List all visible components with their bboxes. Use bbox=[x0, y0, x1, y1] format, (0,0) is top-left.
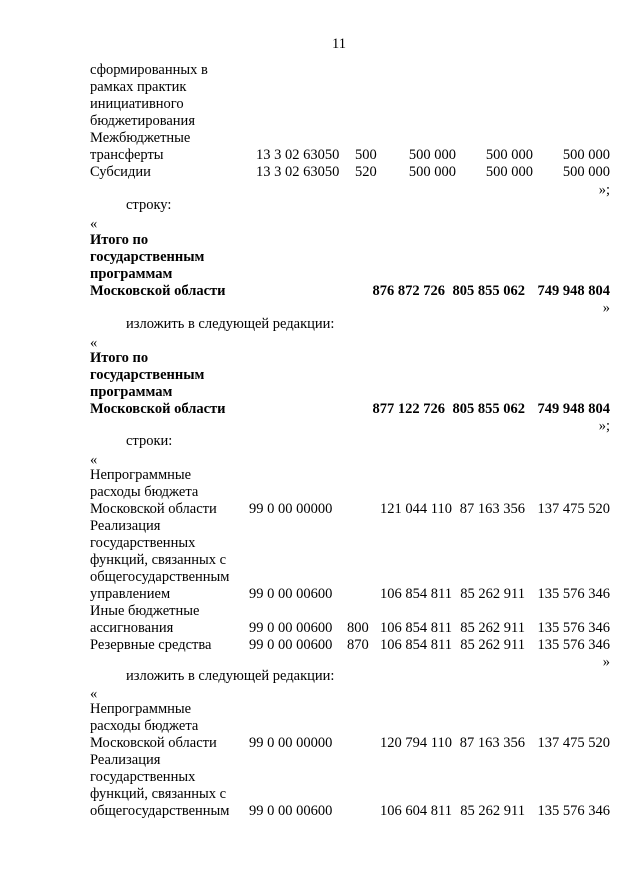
opening-quote: « bbox=[90, 216, 98, 232]
row-label-line: сформированных в bbox=[90, 62, 208, 78]
row-code: 99 0 00 00600 bbox=[249, 803, 333, 819]
row-value-2: 87 163 356 bbox=[459, 501, 525, 517]
row-value-2: 500 000 bbox=[485, 164, 533, 180]
row-code: 13 3 02 63050 bbox=[256, 147, 340, 163]
row-value-2: 85 262 911 bbox=[460, 803, 525, 819]
row-label-line: функций, связанных с bbox=[90, 786, 227, 802]
row-vr: 870 bbox=[347, 637, 369, 653]
row-code: 99 0 00 00000 bbox=[249, 501, 333, 517]
page-number: 11 bbox=[332, 36, 346, 52]
row-label-line: управлением bbox=[90, 586, 171, 602]
instruction-text: строки: bbox=[126, 433, 173, 449]
row-value-3: 137 475 520 bbox=[537, 735, 610, 751]
total-label-line: государственным bbox=[90, 249, 205, 265]
row-code: 99 0 00 00600 bbox=[249, 637, 333, 653]
closing-quote: » bbox=[602, 654, 610, 670]
row-code: 13 3 02 63050 bbox=[256, 164, 340, 180]
total-label-line: Московской области bbox=[90, 401, 226, 417]
row-label-line: бюджетирования bbox=[90, 113, 195, 129]
row-code: 99 0 00 00600 bbox=[249, 586, 333, 602]
row-label-line: Резервные средства bbox=[90, 637, 212, 653]
row-value-1: 121 044 110 bbox=[380, 501, 452, 517]
row-value-2: 85 262 911 bbox=[460, 586, 525, 602]
total-value-2: 805 855 062 bbox=[452, 401, 525, 417]
instruction-text: изложить в следующей редакции: bbox=[126, 668, 335, 684]
row-value-3: 500 000 bbox=[562, 164, 610, 180]
row-value-3: 135 576 346 bbox=[537, 637, 610, 653]
row-label-line: расходы бюджета bbox=[90, 718, 199, 734]
row-label-line: Московской области bbox=[90, 735, 217, 751]
row-value-2: 85 262 911 bbox=[460, 637, 525, 653]
opening-quote: « bbox=[90, 686, 98, 702]
total-value-3: 749 948 804 bbox=[537, 401, 610, 417]
row-value-1: 106 604 811 bbox=[380, 803, 452, 819]
row-label-line: общегосударственным bbox=[90, 569, 230, 585]
total-label-line: программам bbox=[90, 266, 173, 282]
row-vr: 520 bbox=[355, 164, 377, 180]
row-label-line: государственных bbox=[90, 769, 196, 785]
row-label-line: ассигнования bbox=[90, 620, 174, 636]
closing-quote: »; bbox=[598, 418, 610, 434]
row-code: 99 0 00 00600 bbox=[249, 620, 333, 636]
instruction-text: изложить в следующей редакции: bbox=[126, 316, 335, 332]
total-value-2: 805 855 062 bbox=[452, 283, 525, 299]
total-label-line: Итого по bbox=[90, 232, 149, 248]
total-label-line: Московской области bbox=[90, 283, 226, 299]
row-label-line: функций, связанных с bbox=[90, 552, 227, 568]
total-value-3: 749 948 804 bbox=[537, 283, 610, 299]
row-value-1: 106 854 811 bbox=[380, 637, 452, 653]
row-label-line: Непрограммные bbox=[90, 467, 192, 483]
row-label-line: трансферты bbox=[90, 147, 164, 163]
opening-quote: « bbox=[90, 452, 98, 468]
row-label-line: Иные бюджетные bbox=[90, 603, 200, 619]
row-value-3: 137 475 520 bbox=[537, 501, 610, 517]
total-value-1: 877 122 726 bbox=[372, 401, 445, 417]
row-label-line: Реализация bbox=[90, 752, 161, 768]
total-value-1: 876 872 726 bbox=[372, 283, 445, 299]
row-value-2: 85 262 911 bbox=[460, 620, 525, 636]
row-label-line: Реализация bbox=[90, 518, 161, 534]
row-value-3: 135 576 346 bbox=[537, 586, 610, 602]
row-value-3: 500 000 bbox=[562, 147, 610, 163]
row-label-line: Субсидии bbox=[90, 164, 151, 180]
row-value-1: 500 000 bbox=[408, 147, 456, 163]
total-label-line: Итого по bbox=[90, 350, 149, 366]
total-label-line: государственным bbox=[90, 367, 205, 383]
row-value-2: 87 163 356 bbox=[459, 735, 525, 751]
row-value-2: 500 000 bbox=[485, 147, 533, 163]
row-label-line: общегосударственным bbox=[90, 803, 230, 819]
row-value-1: 106 854 811 bbox=[380, 586, 452, 602]
closing-quote: »; bbox=[598, 182, 610, 198]
row-label-line: Непрограммные bbox=[90, 701, 192, 717]
row-value-1: 500 000 bbox=[408, 164, 456, 180]
row-label-line: государственных bbox=[90, 535, 196, 551]
row-label-line: рамках практик bbox=[90, 79, 187, 95]
row-value-3: 135 576 346 bbox=[537, 803, 610, 819]
row-value-1: 106 854 811 bbox=[380, 620, 452, 636]
row-code: 99 0 00 00000 bbox=[249, 735, 333, 751]
row-label-line: инициативного bbox=[90, 96, 184, 112]
row-label-line: расходы бюджета bbox=[90, 484, 199, 500]
row-label-line: Межбюджетные bbox=[90, 130, 191, 146]
row-value-3: 135 576 346 bbox=[537, 620, 610, 636]
row-value-1: 120 794 110 bbox=[380, 735, 452, 751]
instruction-text: строку: bbox=[126, 197, 172, 213]
closing-quote: » bbox=[602, 300, 610, 316]
row-vr: 500 bbox=[355, 147, 377, 163]
row-vr: 800 bbox=[347, 620, 369, 636]
row-label-line: Московской области bbox=[90, 501, 217, 517]
total-label-line: программам bbox=[90, 384, 173, 400]
opening-quote: « bbox=[90, 335, 98, 351]
